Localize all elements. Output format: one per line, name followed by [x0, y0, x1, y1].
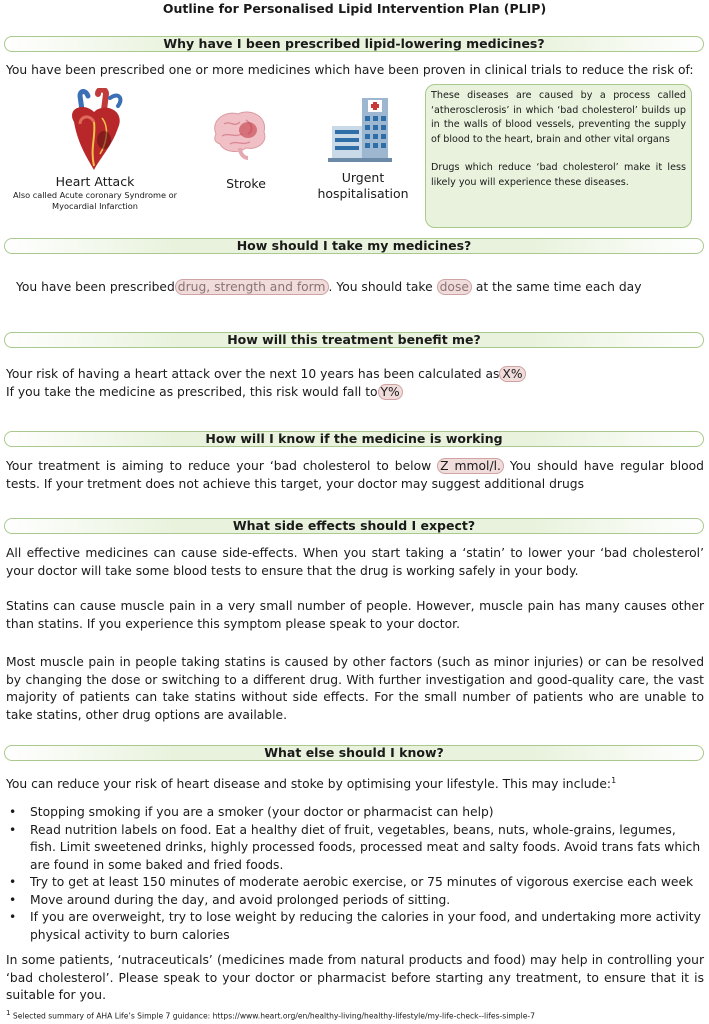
list-item: [6, 892, 704, 910]
bullet-icon: •: [9, 892, 17, 907]
section-heading-why: Why have I been prescribed lipid-lowering medicines?: [4, 36, 704, 52]
stroke-label: Stroke: [226, 176, 266, 191]
intro-text: You have been prescribed one or more medicines which have been proven in clinical trials to reduce the risk of:: [6, 63, 694, 77]
nutraceuticals-paragraph: In some patients, ‘nutraceuticals’ (medicines made from natural products and food) may help in controlling your ‘bad cholesterol’. Please speak to your doctor or pharmacist before starting any treatment, to ensure that it is suitable for you.: [6, 953, 704, 1002]
footnote-ref: 1: [611, 776, 617, 785]
section-heading-benefit: How will this treatment benefit me?: [4, 332, 704, 348]
footnote-text: Selected summary of AHA Life’s Simple 7 guidance: https://www.heart.org/en/healthy-living/healthy-lifestyle/my-life-check--lifes-simple-7: [12, 1011, 535, 1021]
heart-attack-subtitle: Also called Acute coronary Syndrome or Myocardial Infarction: [13, 190, 177, 211]
section-heading-how-take: How should I take my medicines?: [4, 238, 704, 254]
list-item-text: Read nutrition labels on food. Eat a healthy diet of fruit, vegetables, beans, nuts, whole-grains, legumes, fish. Limit sweetened drinks, highly processed foods, processed meat and salty foods. Avoid trans fats which are found in some baked and fried foods.: [30, 822, 701, 872]
bullet-icon: •: [9, 822, 17, 837]
list-item-text: Try to get at least 150 minutes of moderate aerobic exercise, or 75 minutes of vigorous exercise each week: [30, 875, 694, 889]
bullet-icon: •: [9, 805, 17, 819]
target-paragraph: [6, 458, 704, 493]
list-item-text: Move around during the day, and avoid prolonged periods of sitting.: [30, 892, 451, 907]
risk-line-1: [6, 366, 704, 384]
dosage-pre: You have been prescribed: [16, 280, 175, 294]
page-title: Outline for Personalised Lipid Intervention Plan (PLIP): [162, 1, 547, 16]
hospital-icon: [328, 96, 392, 162]
info-box-paragraph-1: These diseases are caused by a process called ‘atherosclerosis’ in which ‘bad cholesterol’ builds up in the walls of blood vessels, preventing the supply of blood to the heart, brain and other vital organs: [431, 90, 686, 145]
footnote-number: 1: [6, 1009, 11, 1017]
bullet-icon: •: [9, 910, 17, 924]
section-heading-working: How will I know if the medicine is working: [4, 431, 704, 447]
footnote: [6, 1008, 706, 1022]
section-heading-side-effects: What side effects should I expect?: [4, 518, 704, 534]
side-effects-paragraph-3: Most muscle pain in people taking statins is caused by other factors (such as minor injuries) or can be resolved by changing the dose or switching to a different drug. With further investigation and good-quality care, the vast majority of patients can take statins without side effects. For the small number of patients who are unable to take statins, other drug options are available.: [6, 655, 704, 722]
lifestyle-intro: [6, 772, 704, 794]
side-effects-paragraph-1: All effective medicines can cause side-effects. When you start taking a ‘statin’ to lower your ‘bad cholesterol’ your doctor will take some blood tests to ensure that the drug is working safely in your body.: [6, 546, 704, 578]
atherosclerosis-info-box: [425, 84, 692, 228]
list-item: [6, 804, 704, 822]
list-item: [6, 874, 704, 892]
brain-icon: [208, 108, 270, 160]
heart-attack-title: Heart Attack: [55, 174, 135, 189]
risk-placeholder-y: Y%: [378, 384, 403, 400]
risk-text: Your risk of having a heart attack over the next 10 years has been calculated as: [6, 367, 500, 381]
dosage-mid: . You should take: [328, 280, 433, 294]
dosage-post: at the same time each day: [475, 280, 642, 294]
target-placeholder-z: Z mmol/l.: [437, 458, 504, 474]
side-effects-paragraph-2: Statins can cause muscle pain in a very small number of people. However, muscle pain has many causes other than statins. If you experience this symptom please speak to your doctor.: [6, 599, 704, 631]
list-item-text: If you are overweight, try to lose weight by reducing the calories in your food, and undertaking more activity physical activity to burn calories: [30, 910, 701, 942]
drug-placeholder: drug, strength and form: [175, 279, 329, 295]
section-heading-else: What else should I know?: [4, 745, 704, 761]
list-item: [6, 822, 704, 875]
heart-attack-label: [4, 174, 186, 212]
dosage-sentence: [16, 279, 709, 297]
target-post: You should have regular blood tests. If your tretment does not achieve this target, your doctor may suggest additional drugs: [6, 459, 704, 491]
risk-line-2: [6, 384, 704, 402]
info-box-paragraph-2: Drugs which reduce ‘bad cholesterol’ make it less likely you will experience these diseases.: [431, 162, 686, 188]
list-item: [6, 909, 704, 944]
lifestyle-list: [6, 804, 704, 944]
heart-icon: [60, 88, 132, 174]
hospitalisation-label: Urgent hospitalisation: [317, 170, 409, 201]
list-item-text: Stopping smoking if you are a smoker (your doctor or pharmacist can help): [30, 805, 494, 819]
lifestyle-intro-text: You can reduce your risk of heart disease and stoke by optimising your lifestyle. This may include:: [6, 777, 612, 792]
target-pre: Your treatment is aiming to reduce your ‘bad cholesterol to below: [6, 459, 432, 473]
risk-fall-text: If you take the medicine as prescribed, this risk would fall to: [6, 385, 378, 399]
dose-placeholder: dose: [437, 279, 472, 295]
bullet-icon: •: [9, 875, 17, 889]
risk-placeholder-x: X%: [499, 366, 525, 382]
